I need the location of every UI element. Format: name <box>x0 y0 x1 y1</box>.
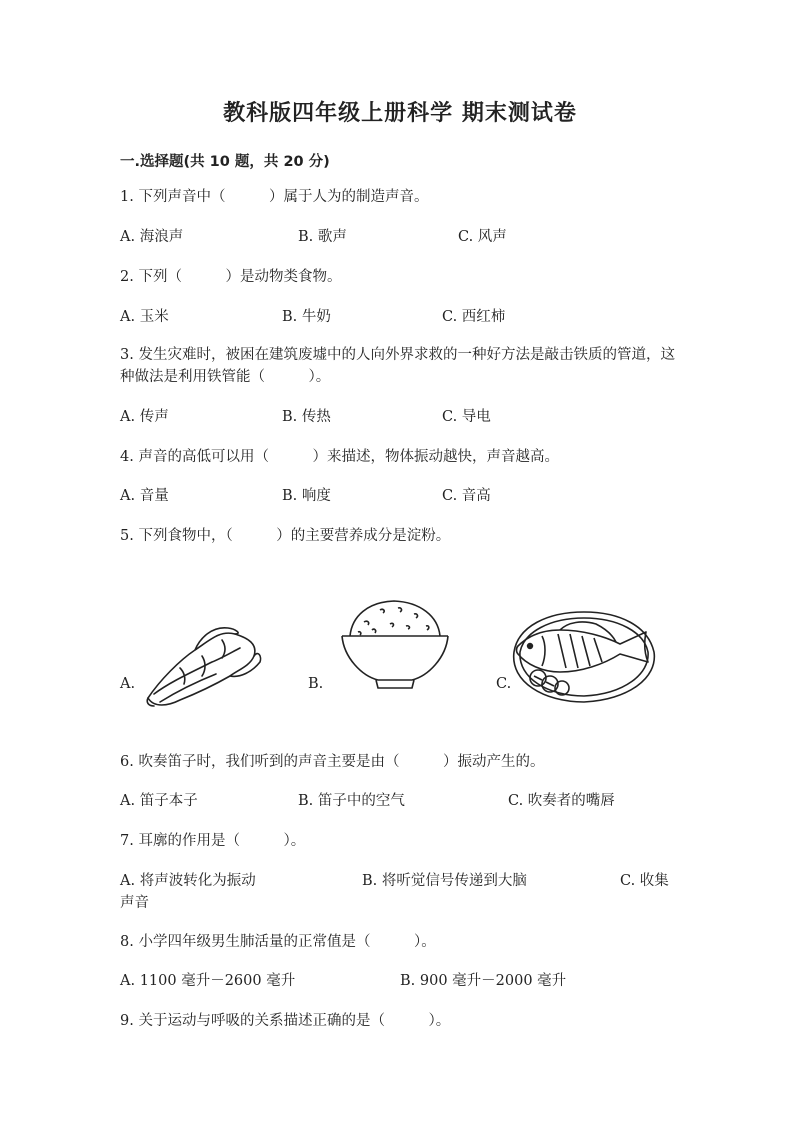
question-6-option-a: A. 笛子本子 <box>120 793 198 809</box>
question-6-option-c: C. 吹奏者的嘴唇 <box>508 793 615 809</box>
question-1-option-b: B. 歌声 <box>298 229 347 245</box>
question-8-option-b: B. 900 毫升－2000 毫升 <box>400 973 567 989</box>
question-2-stem: 2. 下列（ ）是动物类食物。 <box>120 269 342 285</box>
section-heading: 一.选择题(共 10 题，共 20 分) <box>120 154 330 170</box>
question-6-option-b: B. 笛子中的空气 <box>298 793 405 809</box>
question-8-stem: 8. 小学四年级男生肺活量的正常值是（ ）。 <box>120 934 436 950</box>
question-7-option-c-continuation: 声音 <box>120 895 149 911</box>
rice-bowl-icon <box>340 596 450 692</box>
question-2-option-a: A. 玉米 <box>120 309 169 325</box>
question-4-option-c: C. 音高 <box>442 488 491 504</box>
question-4-option-b: B. 响度 <box>282 488 331 504</box>
question-1-option-c: C. 风声 <box>458 229 507 245</box>
page-title: 教科版四年级上册科学 期末测试卷 <box>223 101 577 126</box>
question-3-option-a: A. 传声 <box>120 409 169 425</box>
question-9-stem: 9. 关于运动与呼吸的关系描述正确的是（ ）。 <box>120 1013 451 1029</box>
question-7-stem: 7. 耳廓的作用是（ ）。 <box>120 833 306 849</box>
question-1-stem: 1. 下列声音中（ ）属于人为的制造声音。 <box>120 189 429 205</box>
question-6-stem: 6. 吹奏笛子时，我们听到的声音主要是由（ ）振动产生的。 <box>120 754 545 770</box>
cabbage-icon <box>140 620 265 710</box>
question-3-option-c: C. 导电 <box>442 409 491 425</box>
question-7-option-b: B. 将听觉信号传递到大脑 <box>362 873 527 889</box>
question-2-option-c: C. 西红柿 <box>442 309 506 325</box>
question-7-option-c: C. 收集 <box>620 873 669 889</box>
question-4-stem: 4. 声音的高低可以用（ ）来描述，物体振动越快，声音越高。 <box>120 449 559 465</box>
question-5-stem: 5. 下列食物中，（ ）的主要营养成分是淀粉。 <box>120 528 451 544</box>
question-8-option-a: A. 1100 毫升－2600 毫升 <box>120 973 296 989</box>
question-7-option-a: A. 将声波转化为振动 <box>120 873 256 889</box>
question-4-option-a: A. 音量 <box>120 488 169 504</box>
fish-plate-icon <box>508 606 660 706</box>
question-2-option-b: B. 牛奶 <box>282 309 331 325</box>
question-5-option-b: B. <box>308 676 324 692</box>
question-1-option-a: A. 海浪声 <box>120 229 184 245</box>
question-3-stem: 3. 发生灾难时，被困在建筑废墟中的人向外界求救的一种好方法是敲击铁质的管道，这种做法是利用铁管能（ ）。 <box>120 347 675 385</box>
question-3-option-b: B. 传热 <box>282 409 331 425</box>
question-5-option-c: C. <box>496 676 512 692</box>
question-5-option-a: A. <box>120 676 136 692</box>
